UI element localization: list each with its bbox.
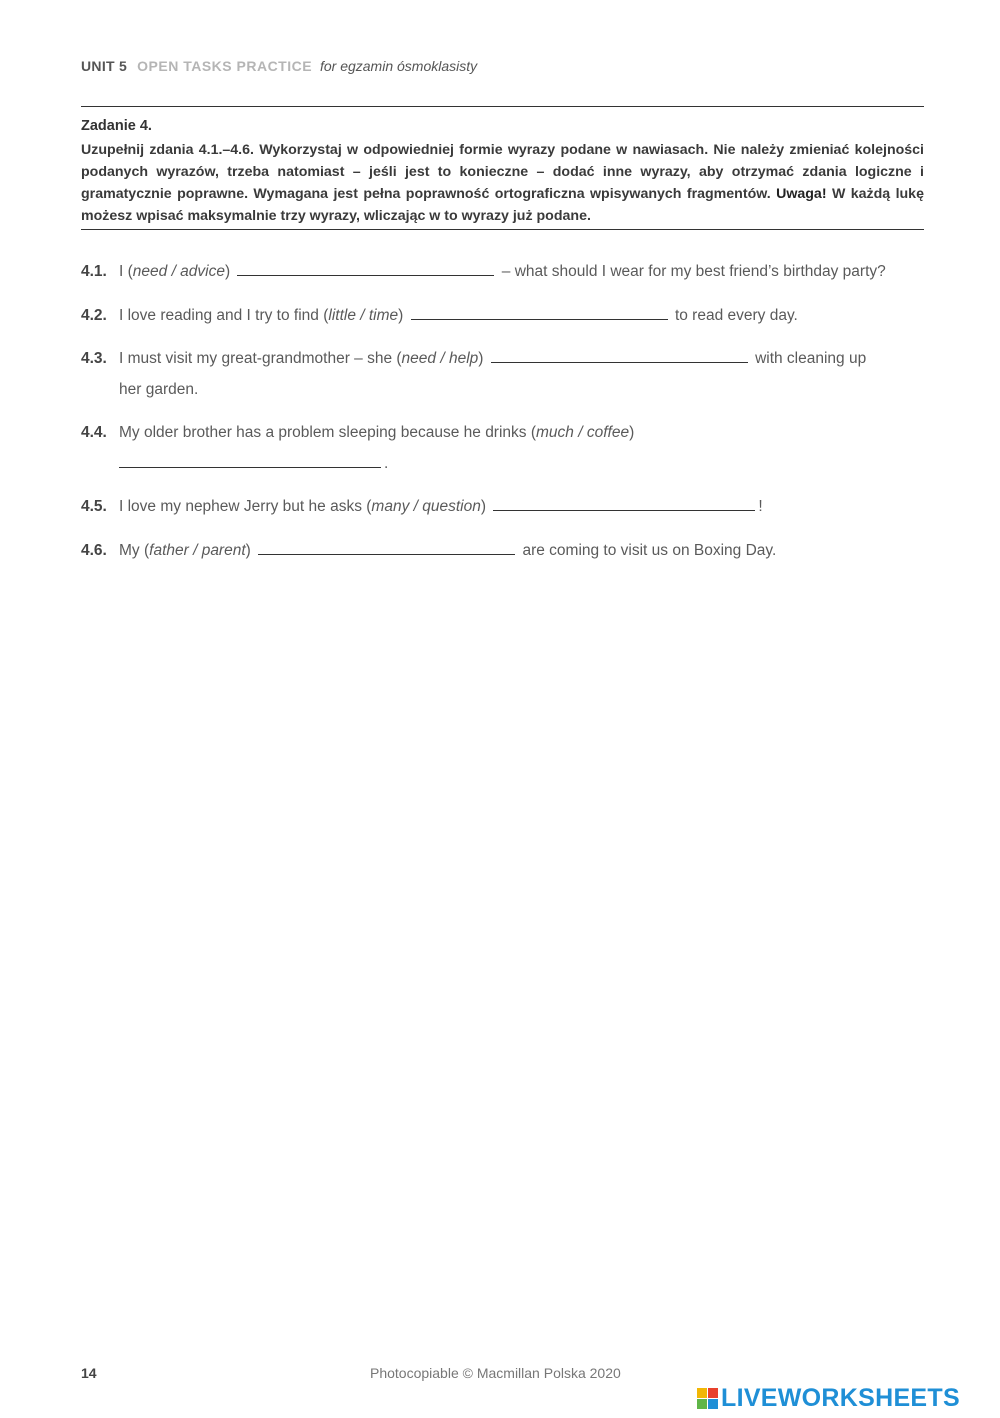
exercise-item — [81, 256, 924, 287]
item-hint: much / coffee — [536, 424, 630, 441]
item-hint: need / help — [401, 350, 479, 367]
item-hint-close: ) — [398, 307, 404, 324]
answer-blank[interactable] — [493, 509, 755, 511]
item-hint: father / parent — [149, 542, 246, 559]
task-title: Zadanie 4. — [81, 118, 152, 134]
exercise-item — [81, 535, 924, 566]
instructions-divider — [81, 229, 924, 230]
brand-name: LIVEWORKSHEETS — [721, 1383, 960, 1412]
exercise-item — [81, 491, 924, 522]
logo-square-yellow — [697, 1388, 707, 1398]
item-text-after: are coming to visit us on Boxing Day. — [522, 542, 777, 559]
instructions-warning: Uwaga! — [776, 186, 827, 202]
logo-square-green — [697, 1399, 707, 1409]
item-text-before: I ( — [119, 263, 133, 280]
exercise-item — [81, 300, 924, 331]
item-continuation: her garden. — [119, 381, 199, 398]
top-divider — [81, 106, 924, 107]
exercise-item — [81, 417, 924, 479]
unit-label: UNIT 5 — [81, 58, 128, 74]
instructions-tail: W każdą lukę możesz wpisać maksymalnie trzy wyrazy, wliczając w to wyrazy już podane. — [81, 186, 924, 224]
item-hint-close: ) — [480, 498, 487, 515]
answer-blank[interactable] — [119, 466, 381, 468]
item-continuation — [81, 448, 924, 479]
page-number: 14 — [81, 1365, 97, 1381]
section-subtitle: for egzamin ósmoklasisty — [319, 58, 478, 74]
item-number: 4.2. — [81, 307, 107, 324]
item-number: 4.5. — [81, 498, 107, 515]
item-text-after: to read every day. — [674, 307, 798, 324]
item-text-after: . — [384, 455, 389, 472]
item-number: 4.1. — [81, 263, 107, 280]
copyright-notice: Photocopiable © Macmillan Polska 2020 — [370, 1365, 621, 1381]
item-number: 4.6. — [81, 542, 107, 559]
item-text-before: I must visit my great-grandmother – she ( — [119, 350, 402, 367]
item-number: 4.3. — [81, 350, 107, 367]
item-text-after: ! — [758, 498, 763, 515]
answer-blank[interactable] — [411, 318, 668, 320]
item-hint-close: ) — [478, 350, 484, 367]
item-text-after: with cleaning up — [755, 350, 867, 367]
liveworksheets-logo-icon — [697, 1388, 718, 1409]
instructions-main: Uzupełnij zdania 4.1.–4.6. Wykorzystaj w odpowiedniej formie wyrazy podane w nawiasach. Nie należy zmieniać kolejności podanych wyrazów, trzeba natomiast – jeśli jest to konieczne – dodać inne wyrazy, aby otrzymać zdania logiczne i gramatycznie poprawne. Wymagana jest pełna poprawność ortograficzna wpisywanych fragmentów. — [81, 142, 924, 202]
logo-square-red — [708, 1388, 718, 1398]
item-hint-close: ) — [225, 263, 231, 280]
exercise-item — [81, 343, 924, 405]
logo-square-blue — [708, 1399, 718, 1409]
item-text-after: – what should I wear for my best friend’s birthday party? — [501, 263, 886, 280]
item-text-before: I love my nephew Jerry but he asks ( — [119, 498, 372, 515]
item-text-before: My older brother has a problem sleeping because he drinks ( — [119, 424, 537, 441]
page-header — [81, 58, 477, 74]
item-hint: need / advice — [132, 263, 225, 280]
section-title: OPEN TASKS PRACTICE — [137, 58, 313, 74]
item-hint: little / time — [328, 307, 399, 324]
item-hint-close: ) — [245, 542, 251, 559]
item-text-before: My ( — [119, 542, 150, 559]
liveworksheets-brand[interactable] — [697, 1384, 960, 1412]
answer-blank[interactable] — [258, 553, 515, 555]
item-hint-close: ) — [629, 424, 635, 441]
item-number: 4.4. — [81, 424, 107, 441]
answer-blank[interactable] — [237, 274, 494, 276]
item-hint: many / question — [371, 498, 481, 515]
item-text-before: I love reading and I try to find ( — [119, 307, 329, 324]
task-instructions — [81, 139, 924, 227]
answer-blank[interactable] — [491, 361, 748, 363]
